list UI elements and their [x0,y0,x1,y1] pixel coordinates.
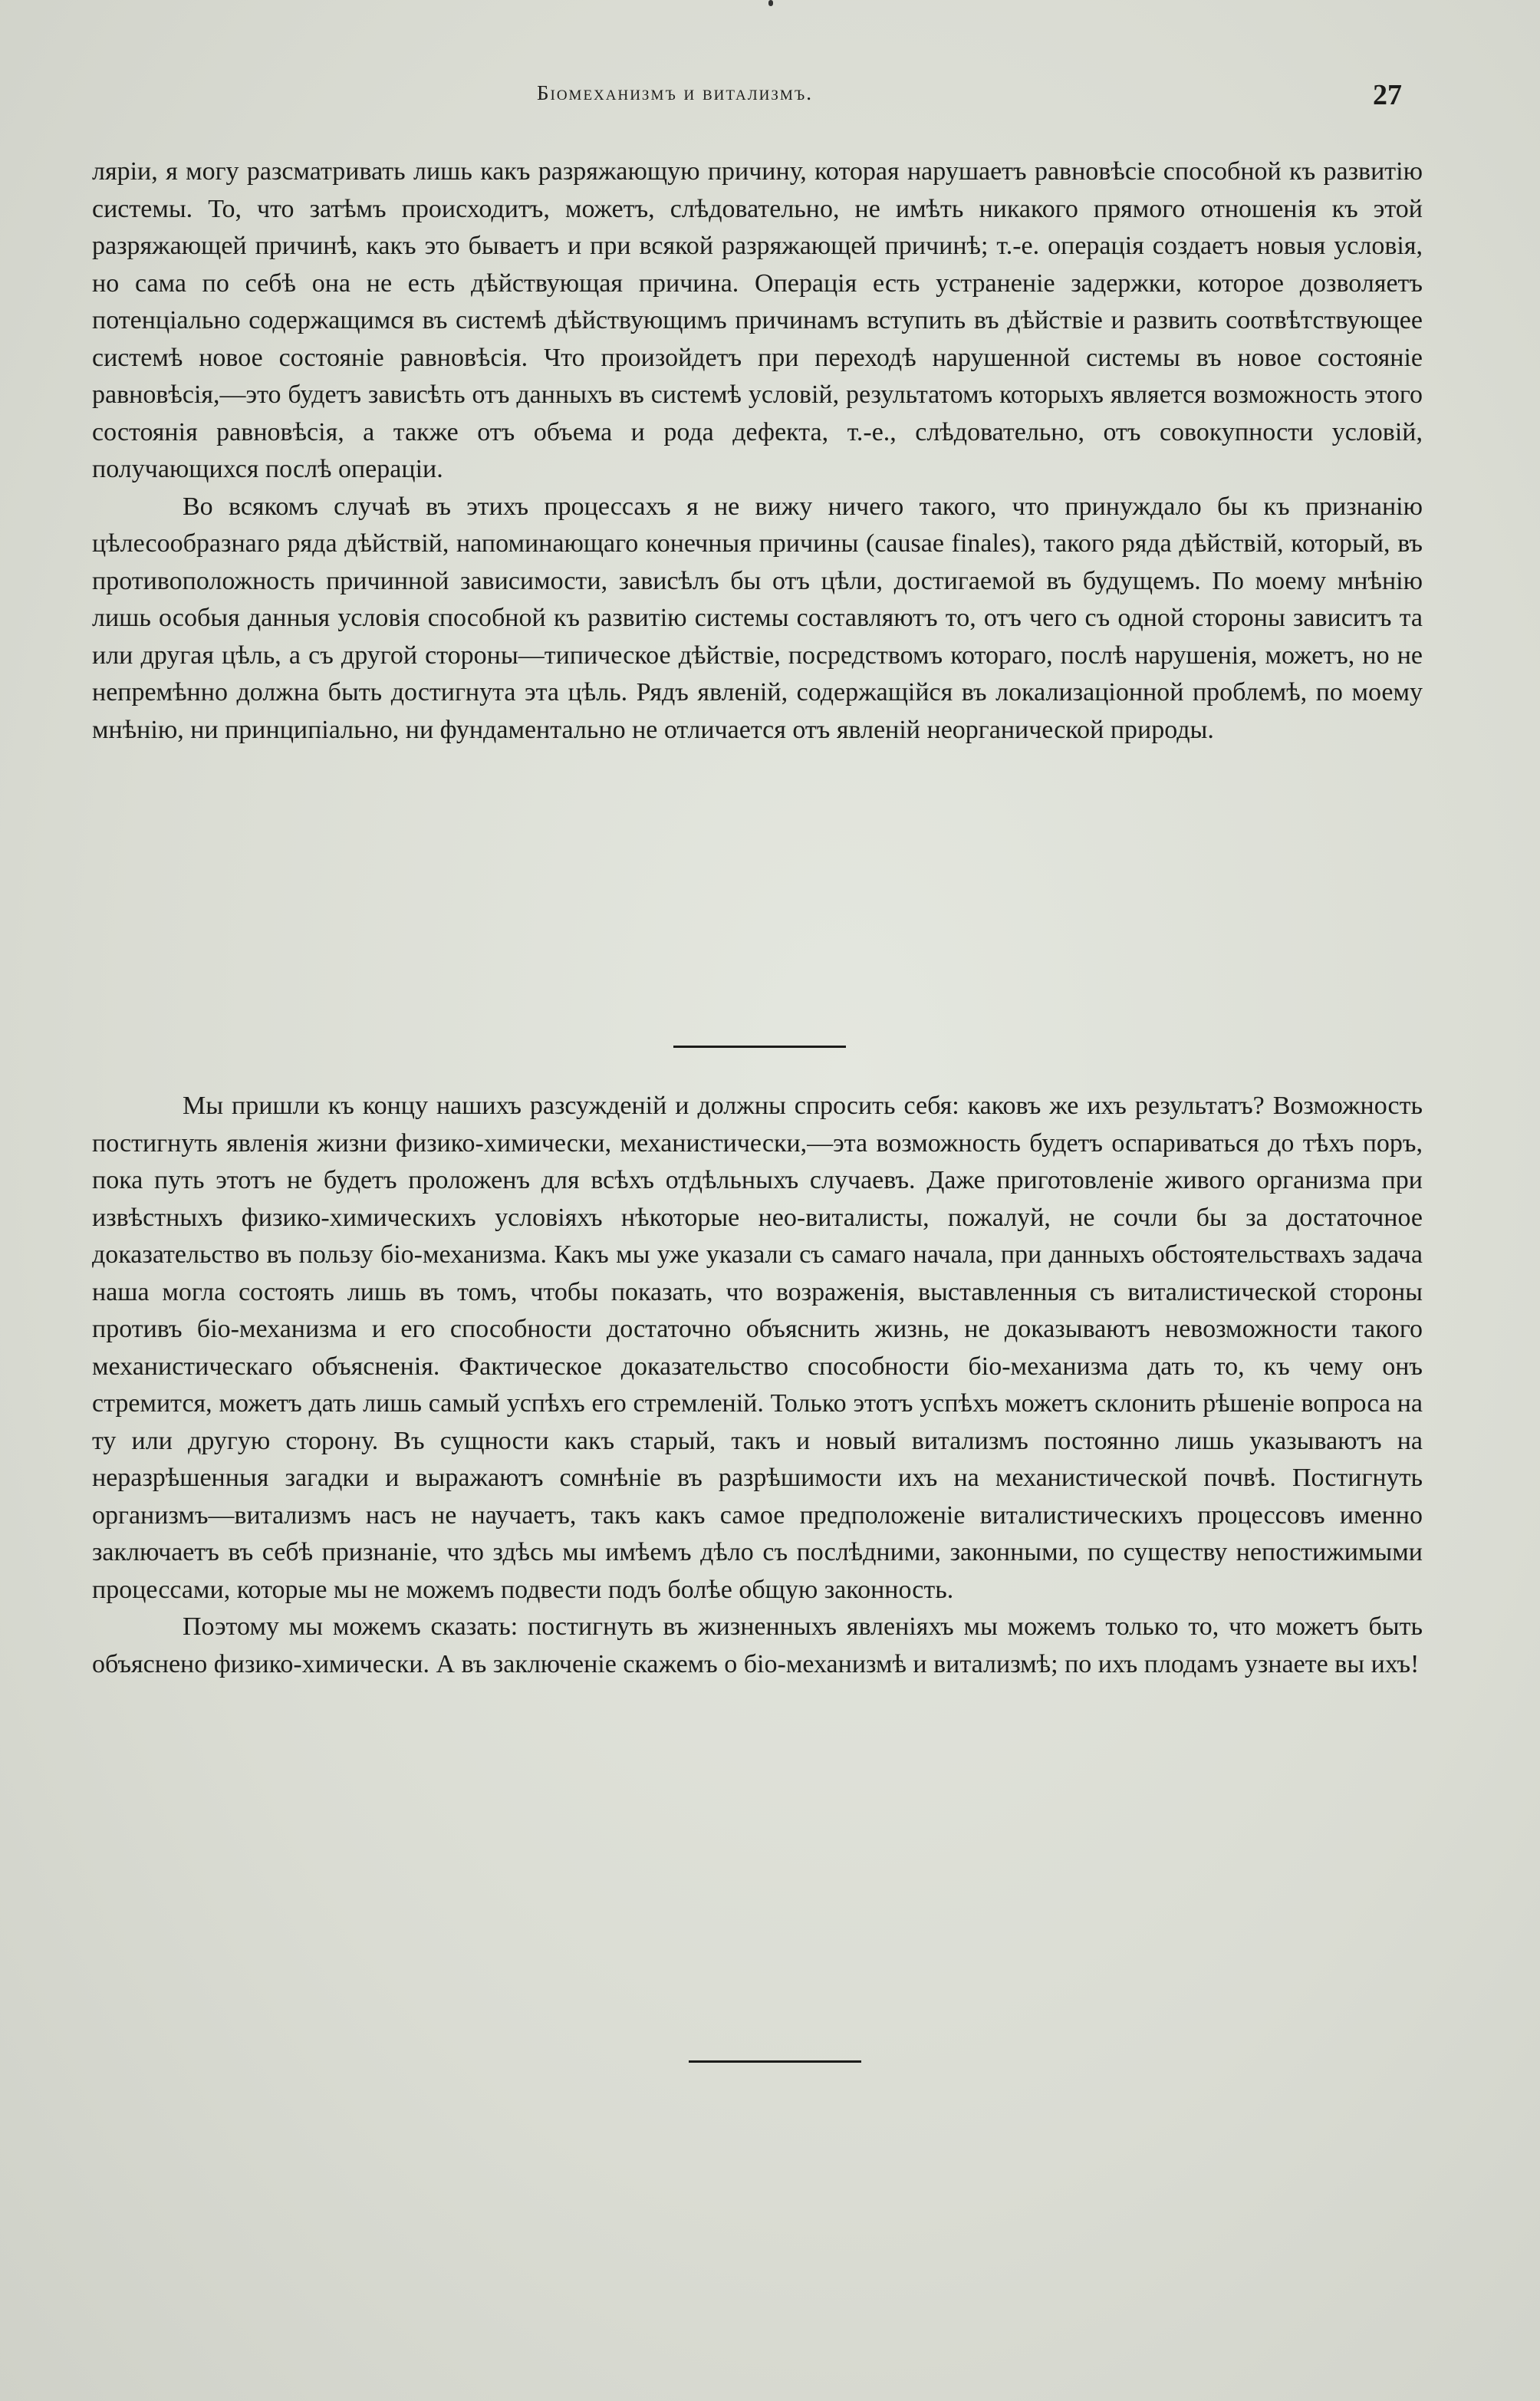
page-number: 27 [1373,79,1402,111]
section-continuation [92,153,1423,749]
page-header [0,78,1540,124]
ink-spot [768,0,773,6]
end-divider [689,2060,861,2063]
section-divider [673,1046,846,1048]
paragraph: Во всякомъ случаѣ въ этихъ процессахъ я не вижу ничего такого, что принуждало бы къ признанію цѣлесообразнаго ряда дѣйствій, напоминающаго конечныя причины (causae finales), такого ряда дѣйствій, который, въ противоположность причинной зависимости, зависѣлъ бы отъ цѣли, достигаемой въ будущемъ. По моему мнѣнію лишь особыя данныя условія способной къ развитію системы составляютъ то, отъ чего съ одной стороны зависитъ та или другая цѣль, а съ другой стороны—типическое дѣйствіе, посредствомъ котораго, послѣ нарушенія, можетъ, но не непремѣнно должна быть достигнута эта цѣль. Рядъ явленій, содержащійся въ локализаціонной проблемѣ, по моему мнѣнію, ни принципіально, ни фундаментально не отличается отъ явленій неорганической природы. [92,492,1423,744]
paragraph: ляріи, я могу разсматривать лишь какъ разряжающую причину, которая нарушаетъ равновѣсіе способной къ развитію системы. То, что затѣмъ происходитъ, можетъ, слѣдовательно, не имѣть никакого прямого отношенія къ этой разряжающей причинѣ, какъ это бываетъ и при всякой разряжающей причинѣ; т.-е. операція создаетъ новыя условія, но сама по себѣ она не есть дѣйствующая причина. Операція есть устраненіе задержки, которое дозволяетъ потенціально содержащимся въ системѣ дѣйствующимъ причинамъ вступить въ дѣйствіе и развить соотвѣтствующее системѣ новое состояніе равновѣсія. Что произойдетъ при переходѣ нарушенной системы въ новое состояніе равновѣсія,—это будетъ зависѣть отъ данныхъ въ системѣ условій, результатомъ которыхъ является возможность этого состоянія равновѣсія, а также отъ объема и рода дефекта, т.-е., слѣдовательно, отъ совокупности условій, получающихся послѣ операціи. [92,157,1423,483]
running-title: Біомеханизмъ и витализмъ. [537,81,813,104]
conclusion-section [92,1088,1423,1683]
paragraph: Мы пришли къ концу нашихъ разсужденій и должны спросить себя: каковъ же ихъ результатъ? Возможность постигнуть явленія жизни физико-химически, механистически,—эта возможность будетъ оспариваться до тѣхъ поръ, пока путь этотъ не будетъ проложенъ для всѣхъ отдѣльныхъ случаевъ. Даже приготовленіе живого организма при извѣстныхъ физико-химическихъ условіяхъ нѣкоторые нео-виталисты, пожалуй, не сочли бы за достаточное доказательство въ пользу біо-механизма. Какъ мы уже указали съ самаго начала, при данныхъ обстоятельствахъ задача наша могла состоять лишь въ томъ, чтобы показать, что возраженія, выставленныя съ виталистической стороны противъ біо-механизма и его способности достаточно объяснить жизнь, не доказываютъ невозможности такого механистическаго объясненія. Фактическое доказательство способности біо-механизма дать то, къ чему онъ стремится, можетъ дать лишь самый успѣхъ его стремленій. Только этотъ успѣхъ можетъ склонить рѣшеніе вопроса на ту или другую сторону. Въ сущности какъ старый, такъ и новый витализмъ постоянно лишь указываютъ на неразрѣшенныя загадки и выражаютъ сомнѣніе въ разрѣшимости ихъ на механистической почвѣ. Постигнуть организмъ—витализмъ насъ не научаетъ, такъ какъ самое предположеніе виталистическихъ процессовъ именно заключаетъ въ себѣ признаніе, что здѣсь мы имѣемъ дѣло съ послѣдними, законными, по существу непостижимыми процессами, которые мы не можемъ подвести подъ болѣе общую законность. [92,1092,1423,1604]
paragraph: Поэтому мы можемъ сказать: постигнуть въ жизненныхъ явленіяхъ мы можемъ только то, что можетъ быть объяснено физико-химически. А въ заключеніе скажемъ о біо-механизмѣ и витализмѣ; по ихъ плодамъ узнаете вы ихъ! [92,1612,1423,1678]
